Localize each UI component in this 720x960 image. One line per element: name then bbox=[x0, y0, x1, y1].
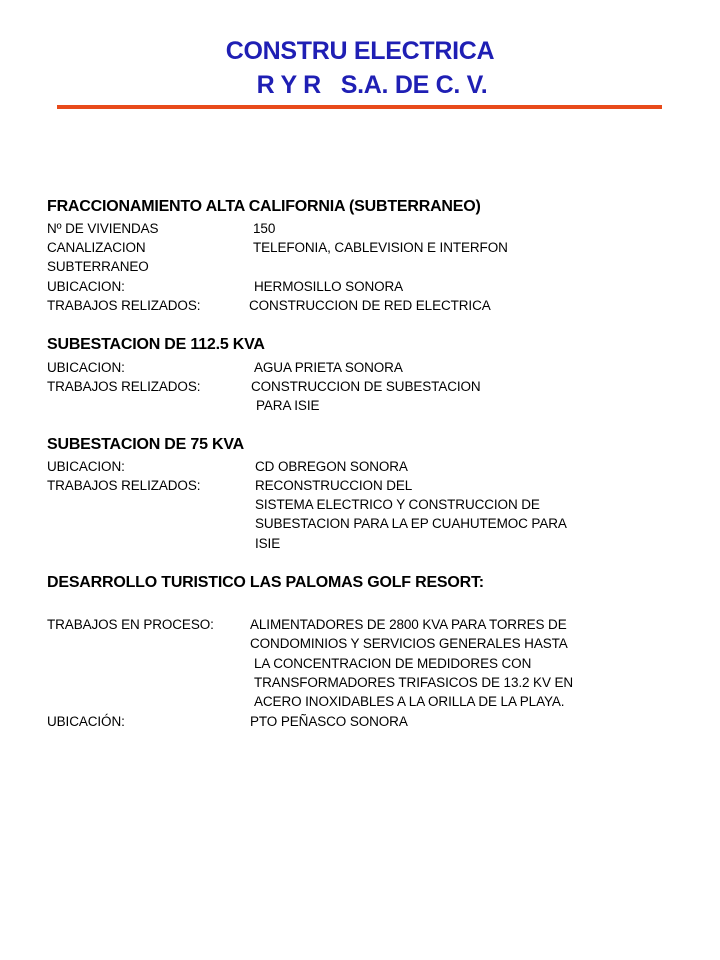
section-title: SUBESTACION DE 112.5 KVA bbox=[47, 336, 265, 353]
header-divider bbox=[57, 105, 662, 109]
row-value: PARA ISIE bbox=[256, 398, 320, 413]
row-value: CONSTRUCCION DE SUBESTACION bbox=[251, 379, 481, 394]
row-value: TELEFONIA, CABLEVISION E INTERFON bbox=[253, 240, 508, 255]
row-label: UBICACIÓN: bbox=[47, 714, 125, 729]
row-value: AGUA PRIETA SONORA bbox=[254, 360, 403, 375]
row-label: TRABAJOS RELIZADOS: bbox=[47, 478, 201, 493]
row-value: 150 bbox=[253, 221, 276, 236]
row-label: UBICACION: bbox=[47, 459, 125, 474]
row-value: RECONSTRUCCION DEL bbox=[255, 478, 413, 493]
row-label: UBICACION: bbox=[47, 279, 125, 294]
company-title-line1: CONSTRU ELECTRICA bbox=[225, 37, 495, 65]
row-value: TRANSFORMADORES TRIFASICOS DE 13.2 KV EN bbox=[254, 675, 574, 690]
row-value: LA CONCENTRACION DE MEDIDORES CON bbox=[254, 656, 532, 671]
section-title: FRACCIONAMIENTO ALTA CALIFORNIA (SUBTERRANEO) bbox=[47, 198, 481, 215]
row-value: SISTEMA ELECTRICO Y CONSTRUCCION DE bbox=[255, 497, 540, 512]
row-value: PTO PEÑASCO SONORA bbox=[250, 714, 408, 729]
row-value: CONSTRUCCION DE RED ELECTRICA bbox=[249, 298, 491, 313]
section-title: DESARROLLO TURISTICO LAS PALOMAS GOLF RESORT: bbox=[47, 574, 484, 591]
row-label: CANALIZACION bbox=[47, 240, 146, 255]
row-value: ALIMENTADORES DE 2800 KVA PARA TORRES DE bbox=[250, 617, 567, 632]
row-value: ISIE bbox=[255, 536, 281, 551]
row-label: TRABAJOS EN PROCESO: bbox=[47, 617, 214, 632]
row-value: CD OBREGON SONORA bbox=[255, 459, 408, 474]
row-value: SUBESTACION PARA LA EP CUAHUTEMOC PARA bbox=[255, 516, 567, 531]
section-title: SUBESTACION DE 75 KVA bbox=[47, 436, 245, 453]
row-label: SUBTERRANEO bbox=[47, 259, 149, 274]
row-value: ACERO INOXIDABLES A LA ORILLA DE LA PLAYA. bbox=[254, 694, 565, 709]
row-value: HERMOSILLO SONORA bbox=[254, 279, 404, 294]
row-label: TRABAJOS RELIZADOS: bbox=[47, 298, 201, 313]
row-value: CONDOMINIOS Y SERVICIOS GENERALES HASTA bbox=[250, 636, 568, 651]
row-label: UBICACION: bbox=[47, 360, 125, 375]
row-label: TRABAJOS RELIZADOS: bbox=[47, 379, 201, 394]
company-title-line2: R Y R S.A. DE C. V. bbox=[256, 71, 488, 99]
row-label: Nº DE VIVIENDAS bbox=[47, 221, 159, 236]
